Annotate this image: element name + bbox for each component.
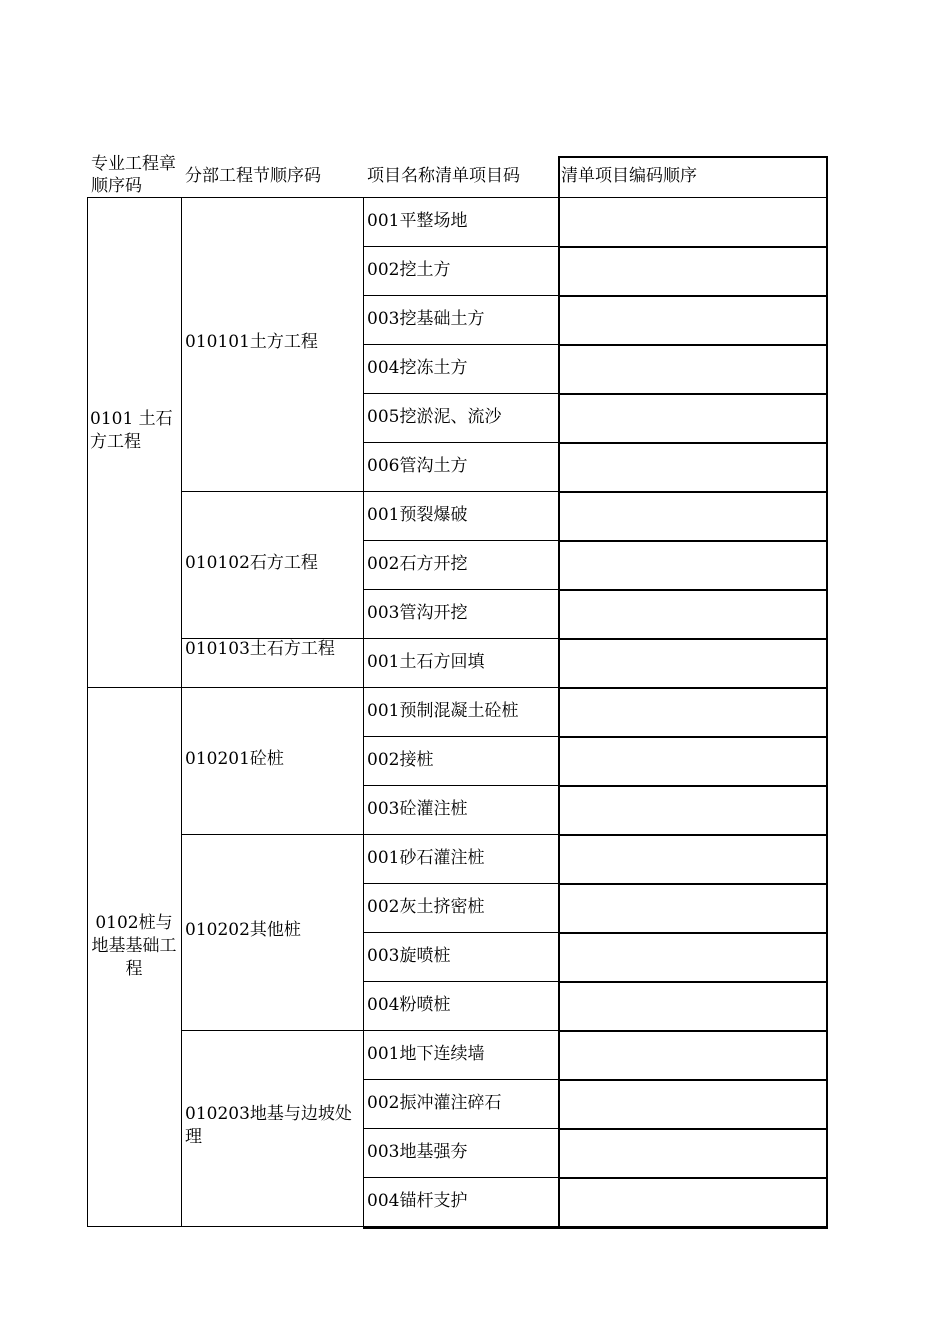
item-row-border <box>363 589 558 590</box>
header-chapter: 专业工程章顺序码 <box>91 154 176 196</box>
header-bottom-border-item <box>363 197 558 198</box>
chapter-border <box>87 1226 181 1227</box>
section-label: 010202其他桩 <box>185 920 301 940</box>
item-row-border <box>363 246 558 247</box>
header-section: 分部工程节顺序码 <box>185 166 321 186</box>
item-label: 003地基强夯 <box>367 1142 468 1162</box>
header-sequence-top-border <box>558 156 828 158</box>
item-row-border <box>363 1128 558 1129</box>
item-label: 003挖基础土方 <box>367 309 485 329</box>
item-label: 003旋喷桩 <box>367 946 451 966</box>
header-sequence: 清单项目编码顺序 <box>561 166 697 186</box>
item-label: 003砼灌注桩 <box>367 799 468 819</box>
header-chapter-cell <box>88 152 180 198</box>
item-row-border <box>363 834 558 835</box>
sequence-row-border <box>558 295 828 297</box>
sequence-row-border <box>558 932 828 934</box>
section-label: 010103土石方工程 <box>185 638 335 659</box>
sequence-row-border <box>558 736 828 738</box>
item-row-border <box>363 1079 558 1080</box>
item-label: 001土石方回填 <box>367 652 485 672</box>
col-line-chapter-left <box>87 197 88 1227</box>
sequence-row-border <box>558 491 828 493</box>
col-line-item-left <box>363 197 364 1227</box>
sequence-row-border <box>558 883 828 885</box>
item-row-border <box>363 295 558 296</box>
item-row-border <box>363 442 558 443</box>
item-row-border <box>363 687 558 688</box>
item-row-border <box>363 393 558 394</box>
section-border <box>181 1226 363 1227</box>
section-border <box>181 491 363 492</box>
item-label: 001平整场地 <box>367 211 468 231</box>
item-label: 002石方开挖 <box>367 554 468 574</box>
item-row-border <box>363 491 558 492</box>
section-label: 010102石方工程 <box>185 552 318 573</box>
item-label: 005挖淤泥、流沙 <box>367 407 502 427</box>
header-bottom-border-chapter <box>87 197 181 198</box>
item-label: 002灰土挤密桩 <box>367 897 485 917</box>
item-label: 001砂石灌注桩 <box>367 848 485 868</box>
section-label: 010201砼桩 <box>185 748 284 769</box>
item-label: 006管沟土方 <box>367 456 468 476</box>
item-row-border <box>363 932 558 933</box>
col-line-sequence-left <box>558 197 560 1227</box>
sequence-row-border <box>558 344 828 346</box>
item-label: 002振冲灌注碎石 <box>367 1093 502 1113</box>
header-sequence-left-border <box>558 156 560 197</box>
item-row-border <box>363 638 558 639</box>
item-label: 001预制混凝土砼桩 <box>367 701 519 721</box>
item-label: 004粉喷桩 <box>367 995 451 1015</box>
item-row-border <box>363 1177 558 1178</box>
item-row-border <box>363 981 558 982</box>
col-line-section-left <box>181 197 182 1227</box>
section-label: 010203地基与边坡处理 <box>185 1104 352 1147</box>
header-section-cell <box>182 156 362 196</box>
sequence-row-border <box>558 442 828 444</box>
sequence-row-border <box>558 393 828 395</box>
header-item-cell <box>364 156 557 196</box>
sequence-row-border <box>558 785 828 787</box>
item-label: 001预裂爆破 <box>367 505 468 525</box>
item-label: 003管沟开挖 <box>367 603 468 623</box>
section-border <box>181 1030 363 1031</box>
item-row-border <box>363 1030 558 1031</box>
sequence-row-border <box>558 981 828 983</box>
header-bottom-border-section <box>181 197 363 198</box>
sequence-row-border <box>558 589 828 591</box>
section-label: 010101土方工程 <box>185 332 318 352</box>
header-sequence-right-border <box>826 156 828 197</box>
section-border <box>181 834 363 835</box>
sequence-row-border <box>558 638 828 640</box>
chapter-label: 0101 土石方工程 <box>90 409 173 452</box>
sequence-row-border <box>558 246 828 248</box>
sequence-row-border <box>558 687 828 689</box>
sequence-row-border <box>558 1177 828 1179</box>
item-row-border <box>363 344 558 345</box>
item-label: 004挖冻土方 <box>367 358 468 378</box>
chapter-label: 0102桩与地基基础工程 <box>91 912 177 979</box>
item-label: 002接桩 <box>367 750 434 770</box>
header-sequence-cell <box>559 156 825 196</box>
section-border <box>181 687 363 688</box>
table-bottom-border <box>363 1227 828 1229</box>
item-row-border <box>363 540 558 541</box>
item-label: 001地下连续墙 <box>367 1044 485 1064</box>
header-bottom-border-sequence <box>558 197 828 198</box>
sequence-row-border <box>558 834 828 836</box>
sequence-row-border <box>558 1030 828 1032</box>
col-line-sequence-right <box>826 197 828 1228</box>
item-row-border <box>363 736 558 737</box>
header-item: 项目名称清单项目码 <box>367 166 520 186</box>
chapter-border <box>87 687 181 688</box>
sequence-row-border <box>558 1128 828 1130</box>
sequence-row-border <box>558 1079 828 1081</box>
sequence-row-border <box>558 540 828 542</box>
item-label: 002挖土方 <box>367 260 451 280</box>
item-row-border <box>363 785 558 786</box>
item-row-border <box>363 883 558 884</box>
item-label: 004锚杆支护 <box>367 1191 468 1211</box>
